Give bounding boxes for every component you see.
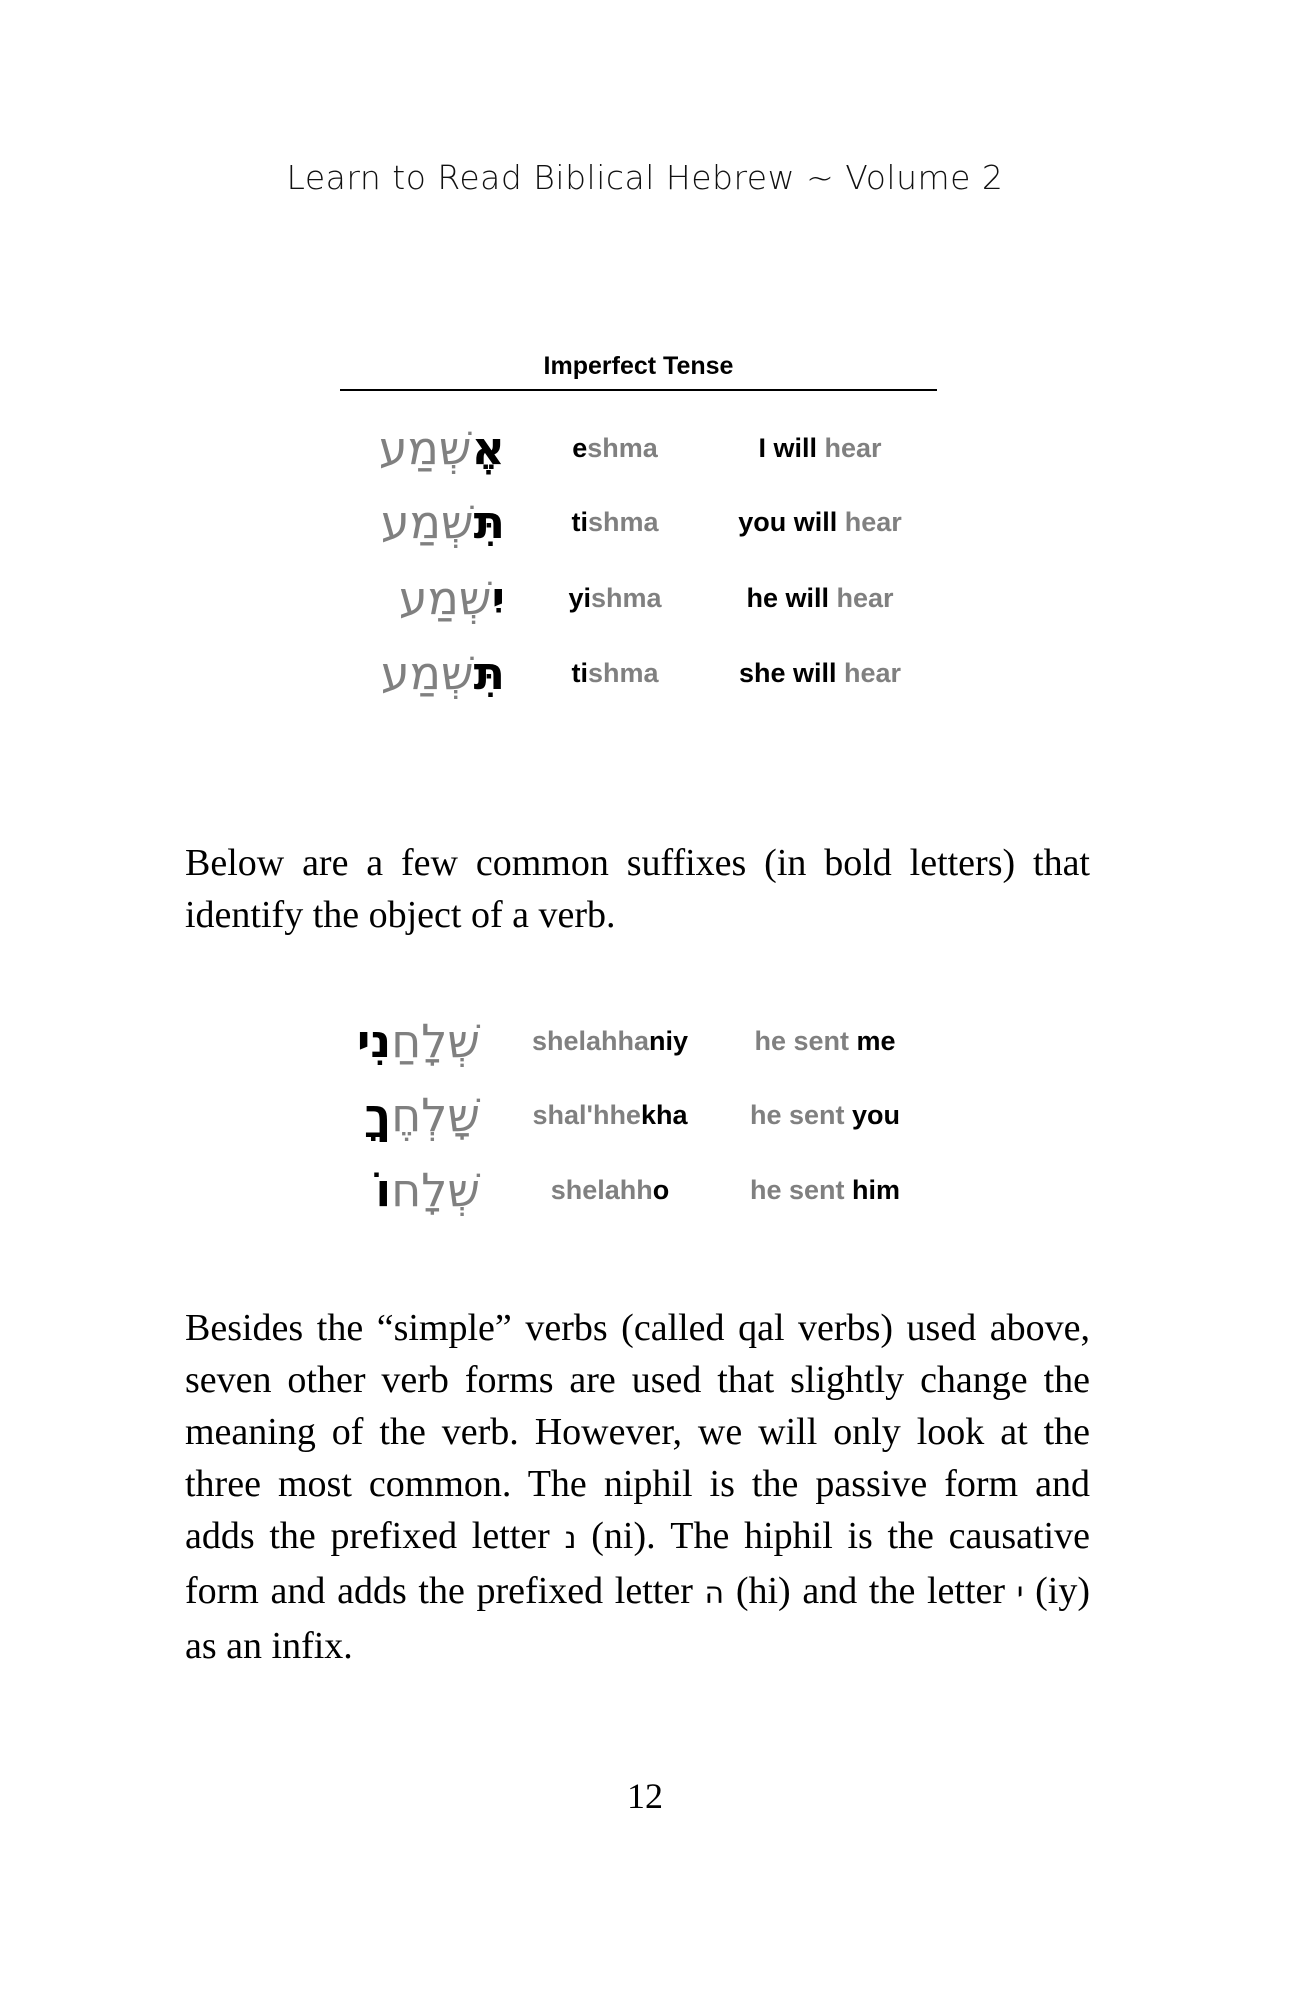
hebrew-word — [365, 1085, 480, 1145]
table-row — [0, 643, 1290, 703]
hebrew-letter-nun: נ — [564, 1521, 577, 1556]
hebrew-root: שְׁמַע — [380, 646, 474, 700]
transliteration — [520, 1160, 700, 1220]
table-row — [0, 1011, 1290, 1071]
translation-object: you — [852, 1100, 901, 1130]
translation-subject: I will — [758, 433, 817, 463]
translation — [730, 1085, 920, 1145]
translation-subject: she will — [738, 658, 837, 688]
translation-verb: hear — [816, 433, 882, 463]
paragraph-suffixes-intro: Below are a few common suffixes (in bold letters) that identify the object of a verb. — [185, 842, 1090, 936]
hebrew-prefix: אֶ — [471, 421, 505, 475]
text-segment: (iy) as an infix. — [185, 1570, 1091, 1667]
translation-object: me — [856, 1026, 896, 1056]
translation-verb: he sent — [749, 1175, 852, 1205]
hebrew-root: שְׁלָח — [391, 1163, 480, 1217]
page-number: 12 — [627, 1776, 663, 1816]
translation-verb: hear — [836, 658, 902, 688]
text-segment: (ni). The hiphil is the causative form and adds the prefixed letter — [185, 1515, 1090, 1612]
translit-suffix: kha — [640, 1100, 688, 1130]
hebrew-word — [399, 568, 505, 628]
translation — [700, 492, 940, 552]
translit-prefix: e — [572, 433, 588, 463]
translit-prefix: yi — [568, 583, 591, 613]
translation-verb: he sent — [749, 1100, 852, 1130]
translation-subject: he will — [746, 583, 829, 613]
translation — [730, 1160, 920, 1220]
text-segment: (hi) and the letter — [724, 1570, 1017, 1612]
translation — [730, 1011, 920, 1071]
transliteration — [520, 1011, 700, 1071]
hebrew-root: שְׁמַע — [380, 495, 474, 549]
hebrew-suffix: וֹ — [375, 1163, 392, 1217]
translit-root: shal'hhe — [532, 1100, 641, 1130]
transliteration — [520, 1085, 700, 1145]
translation — [700, 418, 940, 478]
translit-prefix: ti — [571, 507, 588, 537]
translit-prefix: ti — [571, 658, 588, 688]
translation-subject: you will — [738, 507, 838, 537]
imperfect-table-title: Imperfect Tense — [543, 352, 734, 380]
hebrew-root: שָׁלְחֶ — [391, 1088, 480, 1142]
translit-root: shma — [587, 507, 659, 537]
translation-verb: hear — [837, 507, 902, 537]
table-row — [0, 418, 1290, 478]
translation — [700, 568, 940, 628]
translit-root: shma — [590, 583, 662, 613]
hebrew-prefix: תִּ — [473, 495, 505, 549]
translit-root: shma — [587, 658, 659, 688]
transliteration — [555, 643, 675, 703]
translation-verb: hear — [828, 583, 894, 613]
translit-suffix: o — [652, 1175, 670, 1205]
hebrew-root: שְׁמַע — [398, 571, 492, 625]
hebrew-prefix: תִּ — [473, 646, 505, 700]
hebrew-word — [381, 643, 505, 703]
translit-suffix: niy — [649, 1026, 689, 1056]
hebrew-prefix: יִ — [491, 571, 505, 625]
hebrew-root: שְׁלָחַ — [391, 1014, 480, 1068]
text-segment: Besides the “simple” verbs (called qal verbs) used above, seven other verb forms are used that slightly change the meaning of the verb. However, we will only look at the three most common. The niphil is the passive form and adds the prefixed letter — [185, 1307, 1090, 1557]
transliteration — [555, 492, 675, 552]
transliteration — [555, 568, 675, 628]
translit-root: shelahh — [550, 1175, 653, 1205]
hebrew-suffix: נִי — [356, 1014, 392, 1068]
table-row — [0, 568, 1290, 628]
hebrew-suffix: ךָ — [364, 1088, 392, 1142]
hebrew-word — [375, 1160, 480, 1220]
hebrew-word — [381, 492, 505, 552]
translit-root: shelahha — [531, 1026, 650, 1056]
transliteration — [555, 418, 675, 478]
hebrew-word — [357, 1011, 480, 1071]
translation-verb: he sent — [754, 1026, 857, 1056]
table-row — [0, 1160, 1290, 1220]
hebrew-word — [379, 418, 505, 478]
table-row — [0, 492, 1290, 552]
translation-object: him — [852, 1175, 901, 1205]
table-rule — [340, 389, 937, 391]
running-head: Learn to Read Biblical Hebrew ~ Volume 2 — [286, 158, 1004, 197]
translit-root: shma — [587, 433, 658, 463]
hebrew-root: שְׁמַע — [378, 421, 472, 475]
paragraph-verb-forms — [185, 1302, 1090, 1672]
hebrew-letter-he: ה — [704, 1576, 725, 1611]
translation — [700, 643, 940, 703]
hebrew-letter-yod: י — [1016, 1576, 1024, 1611]
table-row — [0, 1085, 1290, 1145]
